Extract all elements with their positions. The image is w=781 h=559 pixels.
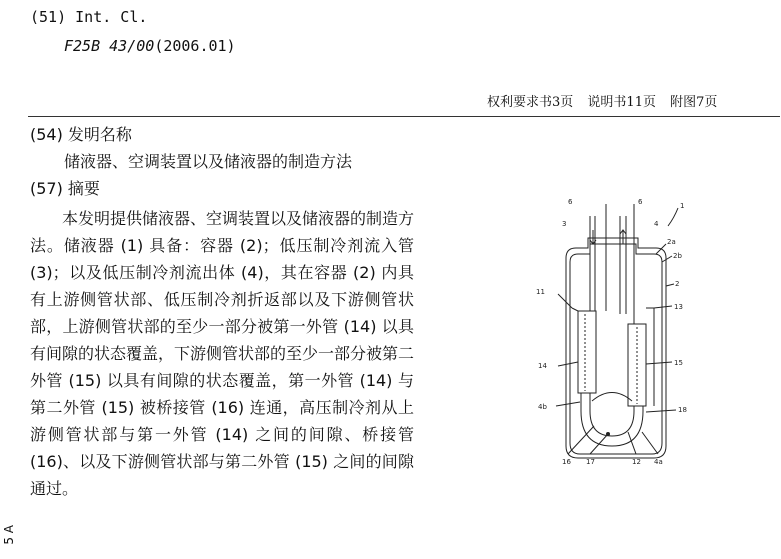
label-16: 16 <box>562 458 571 466</box>
leader-14 <box>558 362 578 366</box>
leader-15 <box>646 362 672 364</box>
label-1: 1 <box>680 202 685 210</box>
drawings-page-count: 附图7页 <box>670 95 718 110</box>
leader-18 <box>646 410 676 412</box>
abstract-text: 本发明提供储液器、空调装置以及储液器的制造方法。储液器 (1) 具备：容器 (2)；低压制冷剂流入管 (3)；以及低压制冷剂流出体 (4)，其在容器 (2) 内具有上游侧管状部、低压制冷剂折返部以及下游侧管状部，上游侧管状部的至少一部分被第一外管 (14) 以具有间隙的状态覆盖，下游侧管状部的至少一部分被第二外管 (15) 以具有间隙的状态覆盖，第一外管 (14) 与第二外管 (15) 被桥接管 (16) 连通，高压制冷剂从上游侧管状部与第一外管 (14) 之间的间隙、桥接管 (16)、以及下游侧管状部与第二外管 (15) 之间的间隙通过。 <box>30 209 415 498</box>
label-12: 12 <box>632 458 641 466</box>
label-6b: 6 <box>638 198 643 206</box>
leader-12 <box>628 432 636 454</box>
label-11: 11 <box>536 288 545 296</box>
bridge-tube-16 <box>592 393 632 402</box>
label-15: 15 <box>674 359 683 367</box>
leader-13 <box>654 306 672 308</box>
label-14: 14 <box>538 362 547 370</box>
container-inner-outline <box>570 244 662 454</box>
ipc-classification <box>64 37 236 55</box>
description-page-count: 说明书11页 <box>587 95 656 110</box>
abstract-section-label: (57) 摘要 <box>30 179 100 198</box>
label-2b: 2b <box>673 252 682 260</box>
label-3: 3 <box>562 220 567 228</box>
leader-17 <box>590 434 608 454</box>
page-count-info <box>487 91 727 110</box>
title-section-label: (54) 发明名称 <box>30 125 132 144</box>
label-6a: 6 <box>568 198 573 206</box>
leader-2b <box>662 256 672 262</box>
container-outline <box>566 238 666 458</box>
leader-16 <box>568 426 594 454</box>
leader-4b <box>556 402 580 406</box>
arrow-up-icon <box>620 230 626 244</box>
leader-4a <box>642 432 658 454</box>
label-18: 18 <box>678 406 687 414</box>
junction-dot <box>606 432 610 436</box>
side-document-code: 5 A <box>2 525 16 545</box>
label-2a: 2a <box>667 238 676 246</box>
outer-tube-14 <box>578 311 596 393</box>
label-4a: 4a <box>654 458 663 466</box>
u-bend-inner <box>590 393 634 436</box>
label-4b: 4b <box>538 403 547 411</box>
header-divider <box>28 116 780 117</box>
claims-page-count: 权利要求书3页 <box>487 95 574 110</box>
leader-2 <box>666 284 674 286</box>
accumulator-figure <box>528 196 718 471</box>
label-13: 13 <box>674 303 683 311</box>
label-17: 17 <box>586 458 595 466</box>
pipe-11 <box>572 308 578 311</box>
leader-1 <box>668 208 678 226</box>
ipc-class-code: F25B 43/00 <box>64 37 155 55</box>
label-4: 4 <box>654 220 659 228</box>
invention-title: 储液器、空调装置以及储液器的制造方法 <box>64 152 353 171</box>
ipc-label: (51) Int. Cl. <box>30 8 148 26</box>
ipc-class-date: (2006.01) <box>154 37 236 55</box>
label-2: 2 <box>675 280 680 288</box>
